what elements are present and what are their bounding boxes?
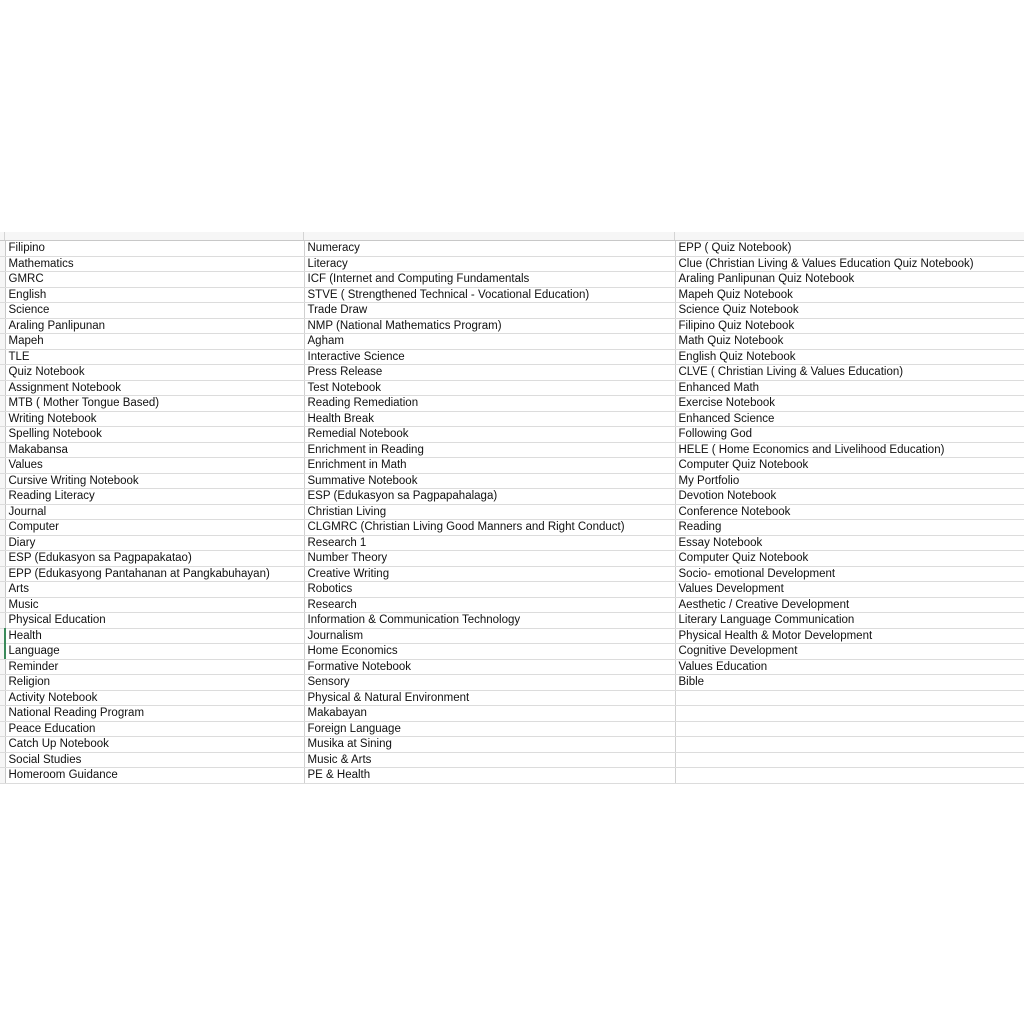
column-header-c[interactable]: [675, 232, 1024, 240]
cell[interactable]: Essay Notebook: [675, 535, 1024, 551]
cell[interactable]: Language: [5, 644, 304, 660]
cell[interactable]: Enrichment in Math: [304, 458, 675, 474]
cell[interactable]: Trade Draw: [304, 303, 675, 319]
cell[interactable]: Health Break: [304, 411, 675, 427]
cell[interactable]: Social Studies: [5, 752, 304, 768]
table-row: [0, 287, 1024, 303]
table-row: [0, 396, 1024, 412]
cell[interactable]: Christian Living: [304, 504, 675, 520]
cell[interactable]: ICF (Internet and Computing Fundamentals: [304, 272, 675, 288]
cell[interactable]: Diary: [5, 535, 304, 551]
table-row: [0, 380, 1024, 396]
table-row: [0, 411, 1024, 427]
cell[interactable]: ESP (Edukasyon sa Pagpapahalaga): [304, 489, 675, 505]
cell[interactable]: Robotics: [304, 582, 675, 598]
cell[interactable]: Values Education: [675, 659, 1024, 675]
column-header-row[interactable]: [0, 232, 1024, 241]
cell[interactable]: EPP (Edukasyong Pantahanan at Pangkabuhayan): [5, 566, 304, 582]
cell[interactable]: Quiz Notebook: [5, 365, 304, 381]
cell[interactable]: Reading Literacy: [5, 489, 304, 505]
cell[interactable]: Values Development: [675, 582, 1024, 598]
cell[interactable]: Enhanced Math: [675, 380, 1024, 396]
cell[interactable]: Mapeh Quiz Notebook: [675, 287, 1024, 303]
cell[interactable]: EPP ( Quiz Notebook): [675, 241, 1024, 256]
cell[interactable]: Home Economics: [304, 644, 675, 660]
cell[interactable]: Music & Arts: [304, 752, 675, 768]
selection-indicator: [4, 628, 6, 659]
table-row: [0, 303, 1024, 319]
table-row: [0, 597, 1024, 613]
cell[interactable]: Makabansa: [5, 442, 304, 458]
table-row: [0, 520, 1024, 536]
cell[interactable]: Creative Writing: [304, 566, 675, 582]
cell[interactable]: Formative Notebook: [304, 659, 675, 675]
cell[interactable]: Homeroom Guidance: [5, 768, 304, 784]
cell[interactable]: Cursive Writing Notebook: [5, 473, 304, 489]
cell[interactable]: Press Release: [304, 365, 675, 381]
cell[interactable]: Reading: [675, 520, 1024, 536]
cell[interactable]: Clue (Christian Living & Values Education Quiz Notebook): [675, 256, 1024, 272]
cell[interactable]: Science: [5, 303, 304, 319]
cell[interactable]: CLVE ( Christian Living & Values Education): [675, 365, 1024, 381]
cell[interactable]: Mathematics: [5, 256, 304, 272]
cell[interactable]: Foreign Language: [304, 721, 675, 737]
cell[interactable]: Devotion Notebook: [675, 489, 1024, 505]
table-row: [0, 504, 1024, 520]
cell[interactable]: NMP (National Mathematics Program): [304, 318, 675, 334]
cell[interactable]: Activity Notebook: [5, 690, 304, 706]
cell[interactable]: Reminder: [5, 659, 304, 675]
cell[interactable]: Filipino Quiz Notebook: [675, 318, 1024, 334]
table-row: [0, 721, 1024, 737]
table-row: [0, 349, 1024, 365]
cell[interactable]: Health: [5, 628, 304, 644]
table-row: [0, 659, 1024, 675]
cell[interactable]: English Quiz Notebook: [675, 349, 1024, 365]
cell[interactable]: Bible: [675, 675, 1024, 691]
cell[interactable]: Music: [5, 597, 304, 613]
table-row: [0, 675, 1024, 691]
cell[interactable]: Catch Up Notebook: [5, 737, 304, 753]
cell[interactable]: Writing Notebook: [5, 411, 304, 427]
table-row: [0, 365, 1024, 381]
cell[interactable]: Enrichment in Reading: [304, 442, 675, 458]
table-row: [0, 272, 1024, 288]
cell[interactable]: Enhanced Science: [675, 411, 1024, 427]
cell[interactable]: Physical Health & Motor Development: [675, 628, 1024, 644]
table-row: [0, 628, 1024, 644]
cell[interactable]: Conference Notebook: [675, 504, 1024, 520]
cell[interactable]: Summative Notebook: [304, 473, 675, 489]
cell[interactable]: MTB ( Mother Tongue Based): [5, 396, 304, 412]
cell[interactable]: National Reading Program: [5, 706, 304, 722]
table-row: [0, 256, 1024, 272]
table-row: [0, 737, 1024, 753]
cell[interactable]: PE & Health: [304, 768, 675, 784]
table-row: [0, 768, 1024, 784]
cell[interactable]: Makabayan: [304, 706, 675, 722]
cell[interactable]: Spelling Notebook: [5, 427, 304, 443]
table-row: [0, 752, 1024, 768]
cell[interactable]: Peace Education: [5, 721, 304, 737]
table-row: [0, 473, 1024, 489]
cell[interactable]: CLGMRC (Christian Living Good Manners and Right Conduct): [304, 520, 675, 536]
cell[interactable]: Journalism: [304, 628, 675, 644]
cell[interactable]: STVE ( Strengthened Technical - Vocational Education): [304, 287, 675, 303]
cell[interactable]: Values: [5, 458, 304, 474]
table-row: [0, 551, 1024, 567]
table-row: [0, 706, 1024, 722]
column-header-a[interactable]: [5, 232, 304, 240]
cell[interactable]: Arts: [5, 582, 304, 598]
table-row: [0, 318, 1024, 334]
table-row: [0, 427, 1024, 443]
cell[interactable]: Religion: [5, 675, 304, 691]
table-row: [0, 489, 1024, 505]
cell[interactable]: Assignment Notebook: [5, 380, 304, 396]
cell[interactable]: TLE: [5, 349, 304, 365]
cell[interactable]: [675, 768, 1024, 784]
cell[interactable]: Aesthetic / Creative Development: [675, 597, 1024, 613]
cell-grid: [0, 241, 1024, 784]
cell[interactable]: Computer Quiz Notebook: [675, 551, 1024, 567]
cell[interactable]: [675, 690, 1024, 706]
cell[interactable]: Numeracy: [304, 241, 675, 256]
cell[interactable]: [675, 721, 1024, 737]
cell[interactable]: My Portfolio: [675, 473, 1024, 489]
cell[interactable]: Remedial Notebook: [304, 427, 675, 443]
cell[interactable]: Journal: [5, 504, 304, 520]
cell[interactable]: HELE ( Home Economics and Livelihood Education): [675, 442, 1024, 458]
table-row: [0, 535, 1024, 551]
table-row: [0, 458, 1024, 474]
cell[interactable]: Interactive Science: [304, 349, 675, 365]
grid-body: [0, 241, 1024, 783]
cell[interactable]: Number Theory: [304, 551, 675, 567]
cell[interactable]: Physical & Natural Environment: [304, 690, 675, 706]
cell[interactable]: Physical Education: [5, 613, 304, 629]
cell[interactable]: [675, 737, 1024, 753]
cell[interactable]: Filipino: [5, 241, 304, 256]
cell[interactable]: ESP (Edukasyon sa Pagpapakatao): [5, 551, 304, 567]
cell[interactable]: [675, 706, 1024, 722]
table-row: [0, 613, 1024, 629]
cell[interactable]: Test Notebook: [304, 380, 675, 396]
cell[interactable]: Computer Quiz Notebook: [675, 458, 1024, 474]
cell[interactable]: Musika at Sining: [304, 737, 675, 753]
cell[interactable]: Computer: [5, 520, 304, 536]
cell[interactable]: Exercise Notebook: [675, 396, 1024, 412]
table-row: [0, 241, 1024, 256]
cell[interactable]: Cognitive Development: [675, 644, 1024, 660]
table-row: [0, 582, 1024, 598]
cell[interactable]: Socio- emotional Development: [675, 566, 1024, 582]
cell[interactable]: Following God: [675, 427, 1024, 443]
cell[interactable]: Literacy: [304, 256, 675, 272]
cell[interactable]: English: [5, 287, 304, 303]
spreadsheet[interactable]: [0, 232, 1024, 784]
cell[interactable]: Literary Language Communication: [675, 613, 1024, 629]
cell[interactable]: Mapeh: [5, 334, 304, 350]
cell[interactable]: Research: [304, 597, 675, 613]
cell[interactable]: Araling Panlipunan Quiz Notebook: [675, 272, 1024, 288]
cell[interactable]: Math Quiz Notebook: [675, 334, 1024, 350]
cell[interactable]: Research 1: [304, 535, 675, 551]
table-row: [0, 566, 1024, 582]
cell[interactable]: Agham: [304, 334, 675, 350]
cell[interactable]: Reading Remediation: [304, 396, 675, 412]
cell[interactable]: GMRC: [5, 272, 304, 288]
table-row: [0, 334, 1024, 350]
cell[interactable]: [675, 752, 1024, 768]
cell[interactable]: Sensory: [304, 675, 675, 691]
table-row: [0, 442, 1024, 458]
table-row: [0, 644, 1024, 660]
cell[interactable]: Information & Communication Technology: [304, 613, 675, 629]
cell[interactable]: Araling Panlipunan: [5, 318, 304, 334]
table-row: [0, 690, 1024, 706]
column-header-b[interactable]: [304, 232, 675, 240]
cell[interactable]: Science Quiz Notebook: [675, 303, 1024, 319]
